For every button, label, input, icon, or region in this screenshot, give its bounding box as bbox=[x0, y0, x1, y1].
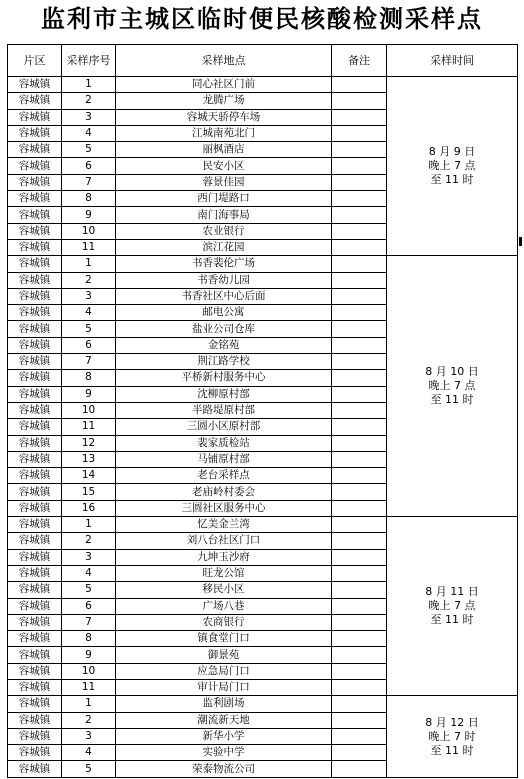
sample-site-cell: 旺龙公馆 bbox=[116, 565, 332, 581]
area-cell: 容城镇 bbox=[8, 402, 62, 418]
note-cell bbox=[332, 125, 387, 141]
sample-number-cell: 8 bbox=[62, 631, 116, 647]
sample-number-cell: 7 bbox=[62, 174, 116, 190]
sample-number-cell: 1 bbox=[62, 77, 116, 93]
note-cell bbox=[332, 598, 387, 614]
area-cell: 容城镇 bbox=[8, 239, 62, 255]
sample-number-cell: 4 bbox=[62, 745, 116, 761]
note-cell bbox=[332, 451, 387, 467]
sample-time-line: 至 11 时 bbox=[430, 173, 474, 187]
sample-number-cell: 5 bbox=[62, 321, 116, 337]
area-cell: 容城镇 bbox=[8, 696, 62, 712]
sample-time-line: 至 11 时 bbox=[430, 613, 474, 627]
sample-time-line: 8 月 12 日 bbox=[425, 715, 479, 729]
sample-site-cell: 南门海事局 bbox=[116, 207, 332, 223]
note-cell bbox=[332, 191, 387, 207]
sample-number-cell: 4 bbox=[62, 125, 116, 141]
area-cell: 容城镇 bbox=[8, 631, 62, 647]
sample-number-cell: 14 bbox=[62, 468, 116, 484]
sample-number-cell: 1 bbox=[62, 517, 116, 533]
note-cell bbox=[332, 321, 387, 337]
note-cell bbox=[332, 109, 387, 125]
note-cell bbox=[332, 435, 387, 451]
sample-number-cell: 2 bbox=[62, 272, 116, 288]
sample-number-cell: 12 bbox=[62, 435, 116, 451]
sample-site-cell: 民安小区 bbox=[116, 158, 332, 174]
sample-site-cell: 滨江花园 bbox=[116, 239, 332, 255]
sample-time-cell bbox=[387, 517, 518, 696]
sample-number-cell: 10 bbox=[62, 402, 116, 418]
area-cell: 容城镇 bbox=[8, 565, 62, 581]
sample-site-cell: 蓉景佳园 bbox=[116, 174, 332, 190]
sample-site-cell: 邮电公寓 bbox=[116, 305, 332, 321]
sample-time-line: 晚上 7 时 bbox=[428, 729, 476, 743]
note-cell bbox=[332, 712, 387, 728]
sample-site-cell: 九坤玉沙府 bbox=[116, 549, 332, 565]
note-cell bbox=[332, 696, 387, 712]
note-cell bbox=[332, 500, 387, 516]
page-title: 监利市主城区临时便民核酸检测采样点 bbox=[41, 5, 483, 33]
area-cell: 容城镇 bbox=[8, 288, 62, 304]
sample-site-cell: 平桥新村服务中心 bbox=[116, 370, 332, 386]
note-cell bbox=[332, 745, 387, 761]
area-cell: 容城镇 bbox=[8, 386, 62, 402]
note-cell bbox=[332, 256, 387, 272]
sample-site-cell: 荆江路学校 bbox=[116, 354, 332, 370]
area-cell: 容城镇 bbox=[8, 354, 62, 370]
area-cell: 容城镇 bbox=[8, 207, 62, 223]
note-cell bbox=[332, 288, 387, 304]
sample-site-cell: 监利剧场 bbox=[116, 696, 332, 712]
note-cell bbox=[332, 223, 387, 239]
area-cell: 容城镇 bbox=[8, 517, 62, 533]
note-cell bbox=[332, 565, 387, 581]
note-cell bbox=[332, 402, 387, 418]
area-cell: 容城镇 bbox=[8, 435, 62, 451]
area-cell: 容城镇 bbox=[8, 451, 62, 467]
note-cell bbox=[332, 468, 387, 484]
note-cell bbox=[332, 728, 387, 744]
note-cell bbox=[332, 631, 387, 647]
area-cell: 容城镇 bbox=[8, 500, 62, 516]
area-cell: 容城镇 bbox=[8, 337, 62, 353]
sample-number-cell: 5 bbox=[62, 761, 116, 777]
note-cell bbox=[332, 679, 387, 695]
sample-number-cell: 5 bbox=[62, 142, 116, 158]
sample-time-line: 8 月 10 日 bbox=[425, 365, 479, 379]
note-cell bbox=[332, 239, 387, 255]
table-header-row bbox=[8, 45, 518, 77]
sample-number-cell: 4 bbox=[62, 305, 116, 321]
sample-site-cell: 裴家质检站 bbox=[116, 435, 332, 451]
area-cell: 容城镇 bbox=[8, 158, 62, 174]
sample-number-cell: 15 bbox=[62, 484, 116, 500]
area-cell: 容城镇 bbox=[8, 679, 62, 695]
sample-site-cell: 应急局门口 bbox=[116, 663, 332, 679]
area-cell: 容城镇 bbox=[8, 728, 62, 744]
sample-number-cell: 9 bbox=[62, 386, 116, 402]
area-cell: 容城镇 bbox=[8, 745, 62, 761]
sample-site-cell: 书香裴伦广场 bbox=[116, 256, 332, 272]
sample-number-cell: 5 bbox=[62, 582, 116, 598]
area-cell: 容城镇 bbox=[8, 370, 62, 386]
note-cell bbox=[332, 93, 387, 109]
sample-site-cell: 老台采样点 bbox=[116, 468, 332, 484]
header-note: 备注 bbox=[332, 45, 387, 77]
note-cell bbox=[332, 158, 387, 174]
sample-site-cell: 江城南苑北门 bbox=[116, 125, 332, 141]
sample-number-cell: 11 bbox=[62, 679, 116, 695]
note-cell bbox=[332, 370, 387, 386]
edge-mark bbox=[519, 237, 522, 246]
note-cell bbox=[332, 761, 387, 777]
sample-number-cell: 1 bbox=[62, 256, 116, 272]
note-cell bbox=[332, 419, 387, 435]
area-cell: 容城镇 bbox=[8, 77, 62, 93]
sample-number-cell: 3 bbox=[62, 288, 116, 304]
sample-time-line: 至 11 时 bbox=[430, 393, 474, 407]
note-cell bbox=[332, 533, 387, 549]
sample-number-cell: 7 bbox=[62, 354, 116, 370]
area-cell: 容城镇 bbox=[8, 93, 62, 109]
sample-site-cell: 三圆社区服务中心 bbox=[116, 500, 332, 516]
area-cell: 容城镇 bbox=[8, 305, 62, 321]
note-cell bbox=[332, 77, 387, 93]
area-cell: 容城镇 bbox=[8, 223, 62, 239]
sample-site-cell: 广场八巷 bbox=[116, 598, 332, 614]
header-sample-site: 采样地点 bbox=[116, 45, 332, 77]
area-cell: 容城镇 bbox=[8, 647, 62, 663]
sample-time-line: 晚上 7 点 bbox=[428, 379, 476, 393]
area-cell: 容城镇 bbox=[8, 125, 62, 141]
table-row bbox=[8, 517, 518, 533]
area-cell: 容城镇 bbox=[8, 256, 62, 272]
sample-time-line: 8 月 9 日 bbox=[428, 145, 476, 159]
area-cell: 容城镇 bbox=[8, 142, 62, 158]
note-cell bbox=[332, 354, 387, 370]
area-cell: 容城镇 bbox=[8, 712, 62, 728]
note-cell bbox=[332, 337, 387, 353]
sample-site-cell: 老庙岭村委会 bbox=[116, 484, 332, 500]
sample-site-cell: 荣泰物流公司 bbox=[116, 761, 332, 777]
sample-number-cell: 8 bbox=[62, 191, 116, 207]
header-sample-number: 采样序号 bbox=[62, 45, 116, 77]
note-cell bbox=[332, 517, 387, 533]
sample-site-cell: 丽枫酒店 bbox=[116, 142, 332, 158]
note-cell bbox=[332, 174, 387, 190]
sample-number-cell: 3 bbox=[62, 728, 116, 744]
sample-time-line: 至 11 时 bbox=[430, 743, 474, 757]
sample-site-cell: 刘八台社区门口 bbox=[116, 533, 332, 549]
sampling-sites-table bbox=[7, 44, 518, 778]
sample-number-cell: 4 bbox=[62, 565, 116, 581]
area-cell: 容城镇 bbox=[8, 191, 62, 207]
area-cell: 容城镇 bbox=[8, 484, 62, 500]
sample-site-cell: 实验中学 bbox=[116, 745, 332, 761]
sample-number-cell: 7 bbox=[62, 614, 116, 630]
sample-site-cell: 同心社区门前 bbox=[116, 77, 332, 93]
header-area: 片区 bbox=[8, 45, 62, 77]
area-cell: 容城镇 bbox=[8, 272, 62, 288]
sample-number-cell: 10 bbox=[62, 663, 116, 679]
sample-site-cell: 沈柳原村部 bbox=[116, 386, 332, 402]
note-cell bbox=[332, 582, 387, 598]
note-cell bbox=[332, 614, 387, 630]
sample-time-cell bbox=[387, 77, 518, 256]
sample-site-cell: 审计局门口 bbox=[116, 679, 332, 695]
note-cell bbox=[332, 207, 387, 223]
sample-site-cell: 龙腾广场 bbox=[116, 93, 332, 109]
area-cell: 容城镇 bbox=[8, 468, 62, 484]
sample-number-cell: 2 bbox=[62, 712, 116, 728]
table-row bbox=[8, 256, 518, 272]
sample-number-cell: 2 bbox=[62, 93, 116, 109]
note-cell bbox=[332, 305, 387, 321]
sample-number-cell: 1 bbox=[62, 696, 116, 712]
sample-site-cell: 书香社区中心后面 bbox=[116, 288, 332, 304]
sample-site-cell: 金铭苑 bbox=[116, 337, 332, 353]
sample-time-line: 晚上 7 点 bbox=[428, 599, 476, 613]
sample-number-cell: 16 bbox=[62, 500, 116, 516]
area-cell: 容城镇 bbox=[8, 663, 62, 679]
table-row bbox=[8, 77, 518, 93]
note-cell bbox=[332, 663, 387, 679]
sample-site-cell: 潮流新天地 bbox=[116, 712, 332, 728]
sample-time-cell bbox=[387, 256, 518, 517]
area-cell: 容城镇 bbox=[8, 533, 62, 549]
sample-time-cell bbox=[387, 696, 518, 777]
note-cell bbox=[332, 647, 387, 663]
sample-number-cell: 11 bbox=[62, 239, 116, 255]
area-cell: 容城镇 bbox=[8, 321, 62, 337]
note-cell bbox=[332, 272, 387, 288]
sample-number-cell: 6 bbox=[62, 337, 116, 353]
note-cell bbox=[332, 386, 387, 402]
sample-site-cell: 容城天骄停车场 bbox=[116, 109, 332, 125]
sample-site-cell: 三圆小区原村部 bbox=[116, 419, 332, 435]
sample-site-cell: 马铺原村部 bbox=[116, 451, 332, 467]
sample-number-cell: 6 bbox=[62, 158, 116, 174]
sample-number-cell: 10 bbox=[62, 223, 116, 239]
note-cell bbox=[332, 142, 387, 158]
sample-number-cell: 3 bbox=[62, 109, 116, 125]
sample-site-cell: 农业银行 bbox=[116, 223, 332, 239]
area-cell: 容城镇 bbox=[8, 761, 62, 777]
sample-site-cell: 书香幼儿园 bbox=[116, 272, 332, 288]
area-cell: 容城镇 bbox=[8, 549, 62, 565]
sample-number-cell: 3 bbox=[62, 549, 116, 565]
note-cell bbox=[332, 484, 387, 500]
area-cell: 容城镇 bbox=[8, 598, 62, 614]
sample-site-cell: 农商银行 bbox=[116, 614, 332, 630]
note-cell bbox=[332, 549, 387, 565]
table-row bbox=[8, 696, 518, 712]
sample-site-cell: 移民小区 bbox=[116, 582, 332, 598]
sample-site-cell: 御景苑 bbox=[116, 647, 332, 663]
area-cell: 容城镇 bbox=[8, 174, 62, 190]
sample-number-cell: 11 bbox=[62, 419, 116, 435]
area-cell: 容城镇 bbox=[8, 419, 62, 435]
sample-site-cell: 盐业公司仓库 bbox=[116, 321, 332, 337]
area-cell: 容城镇 bbox=[8, 582, 62, 598]
sample-number-cell: 9 bbox=[62, 647, 116, 663]
area-cell: 容城镇 bbox=[8, 109, 62, 125]
header-sample-time: 采样时间 bbox=[387, 45, 518, 77]
sample-site-cell: 忆美金兰湾 bbox=[116, 517, 332, 533]
sample-number-cell: 13 bbox=[62, 451, 116, 467]
sample-number-cell: 6 bbox=[62, 598, 116, 614]
sample-time-line: 晚上 7 点 bbox=[428, 159, 476, 173]
sample-site-cell: 新华小学 bbox=[116, 728, 332, 744]
sample-number-cell: 2 bbox=[62, 533, 116, 549]
sample-time-line: 8 月 11 日 bbox=[425, 585, 479, 599]
sample-site-cell: 镇食堂门口 bbox=[116, 631, 332, 647]
sample-number-cell: 8 bbox=[62, 370, 116, 386]
sample-site-cell: 西门堤路口 bbox=[116, 191, 332, 207]
area-cell: 容城镇 bbox=[8, 614, 62, 630]
sample-number-cell: 9 bbox=[62, 207, 116, 223]
sample-site-cell: 半路堤原村部 bbox=[116, 402, 332, 418]
